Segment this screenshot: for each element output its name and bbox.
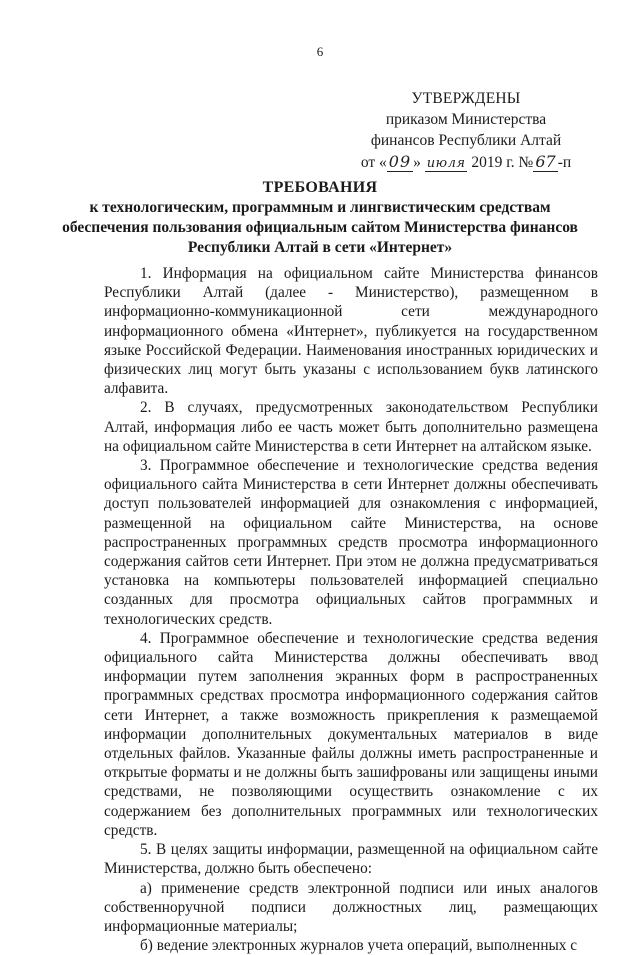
page-number: 6 <box>316 44 324 59</box>
handwritten-number: 67 <box>535 152 556 171</box>
heading-subtitle-2: обеспечения пользования официальным сайтом Министерства финансов <box>62 219 578 236</box>
date-prefix: от « <box>360 154 387 171</box>
date-year: 2019 г. № <box>471 154 534 171</box>
heading-subtitle-3: Республики Алтай в сети «Интернет» <box>187 239 453 256</box>
approval-date-line <box>361 151 571 174</box>
document-body <box>104 264 598 955</box>
approval-title: УТВЕРЖДЕНЫ <box>411 90 521 107</box>
paragraph-5: 5. В целях защиты информации, размещенной на официальном сайте Министерства, должно быть обеспечено: <box>104 841 598 878</box>
date-suffix: -п <box>557 154 572 171</box>
heading-subtitle-1: к технологическим, программным и лингвистическим средствам <box>89 199 551 216</box>
paragraph-4: 4. Программное обеспечение и технологические средства ведения официального сайта Министерства должны обеспечивать ввод информации путем заполнения экранных форм в распространенных программных средствах просмотра информационного содержания сайтов сети Интернет, а также возможность прикрепления к размещаемой информации дополнительных документальных материалов в виде отдельных файлов. Указанные файлы должны иметь распространенные и открытые форматы и не должны быть зашифрованы или защищены иными средствами, не позволяющими осуществить ознакомление с их содержанием без дополнительных программных или технологических средств. <box>104 629 598 839</box>
approval-line-1: приказом Министерства <box>385 111 547 128</box>
handwritten-day: 09 <box>388 152 412 171</box>
paragraph-5a: а) применение средств электронной подписи или иных аналогов собственноручной подписи должностных лиц, размещающих информационные материалы; <box>104 879 598 935</box>
paragraph-3: 3. Программное обеспечение и технологические средства ведения официального сайта Министерства в сети Интернет должны обеспечивать доступ пользователей информацией для ознакомления с информацией, размещенной на официальном сайте Министерства, на основе распространенных программных средств просмотра информационного содержания сайтов сети Интернет. При этом не должна предусматриваться установка на компьютеры пользователей информацией специально созданных для просмотра официальных сайтов программных и технологических средств. <box>104 457 598 628</box>
approval-block <box>336 88 596 174</box>
paragraph-2: 2. В случаях, предусмотренных законодательством Республики Алтай, информация либо ее часть может быть дополнительно размещена на официальном сайте Министерства в сети Интернет на алтайском языке. <box>104 399 598 455</box>
heading-title: ТРЕБОВАНИЯ <box>262 179 378 196</box>
handwritten-month: июля <box>426 156 466 171</box>
paragraph-1: 1. Информация на официальном сайте Министерства финансов Республики Алтай (далее - Министерство), размещенном в информационно-коммуникационной сети международного информационного обмена «Интернет», публикуется на государственном языке Российской Федерации. Наименования иностранных юридических и физических лиц могут быть указаны с использованием букв латинского алфавита. <box>104 265 598 398</box>
date-mid: » <box>413 154 421 171</box>
document-heading <box>0 178 640 258</box>
paragraph-5b: б) ведение электронных журналов учета операций, выполненных с <box>140 937 578 955</box>
approval-line-2: финансов Республики Алтай <box>370 132 562 149</box>
